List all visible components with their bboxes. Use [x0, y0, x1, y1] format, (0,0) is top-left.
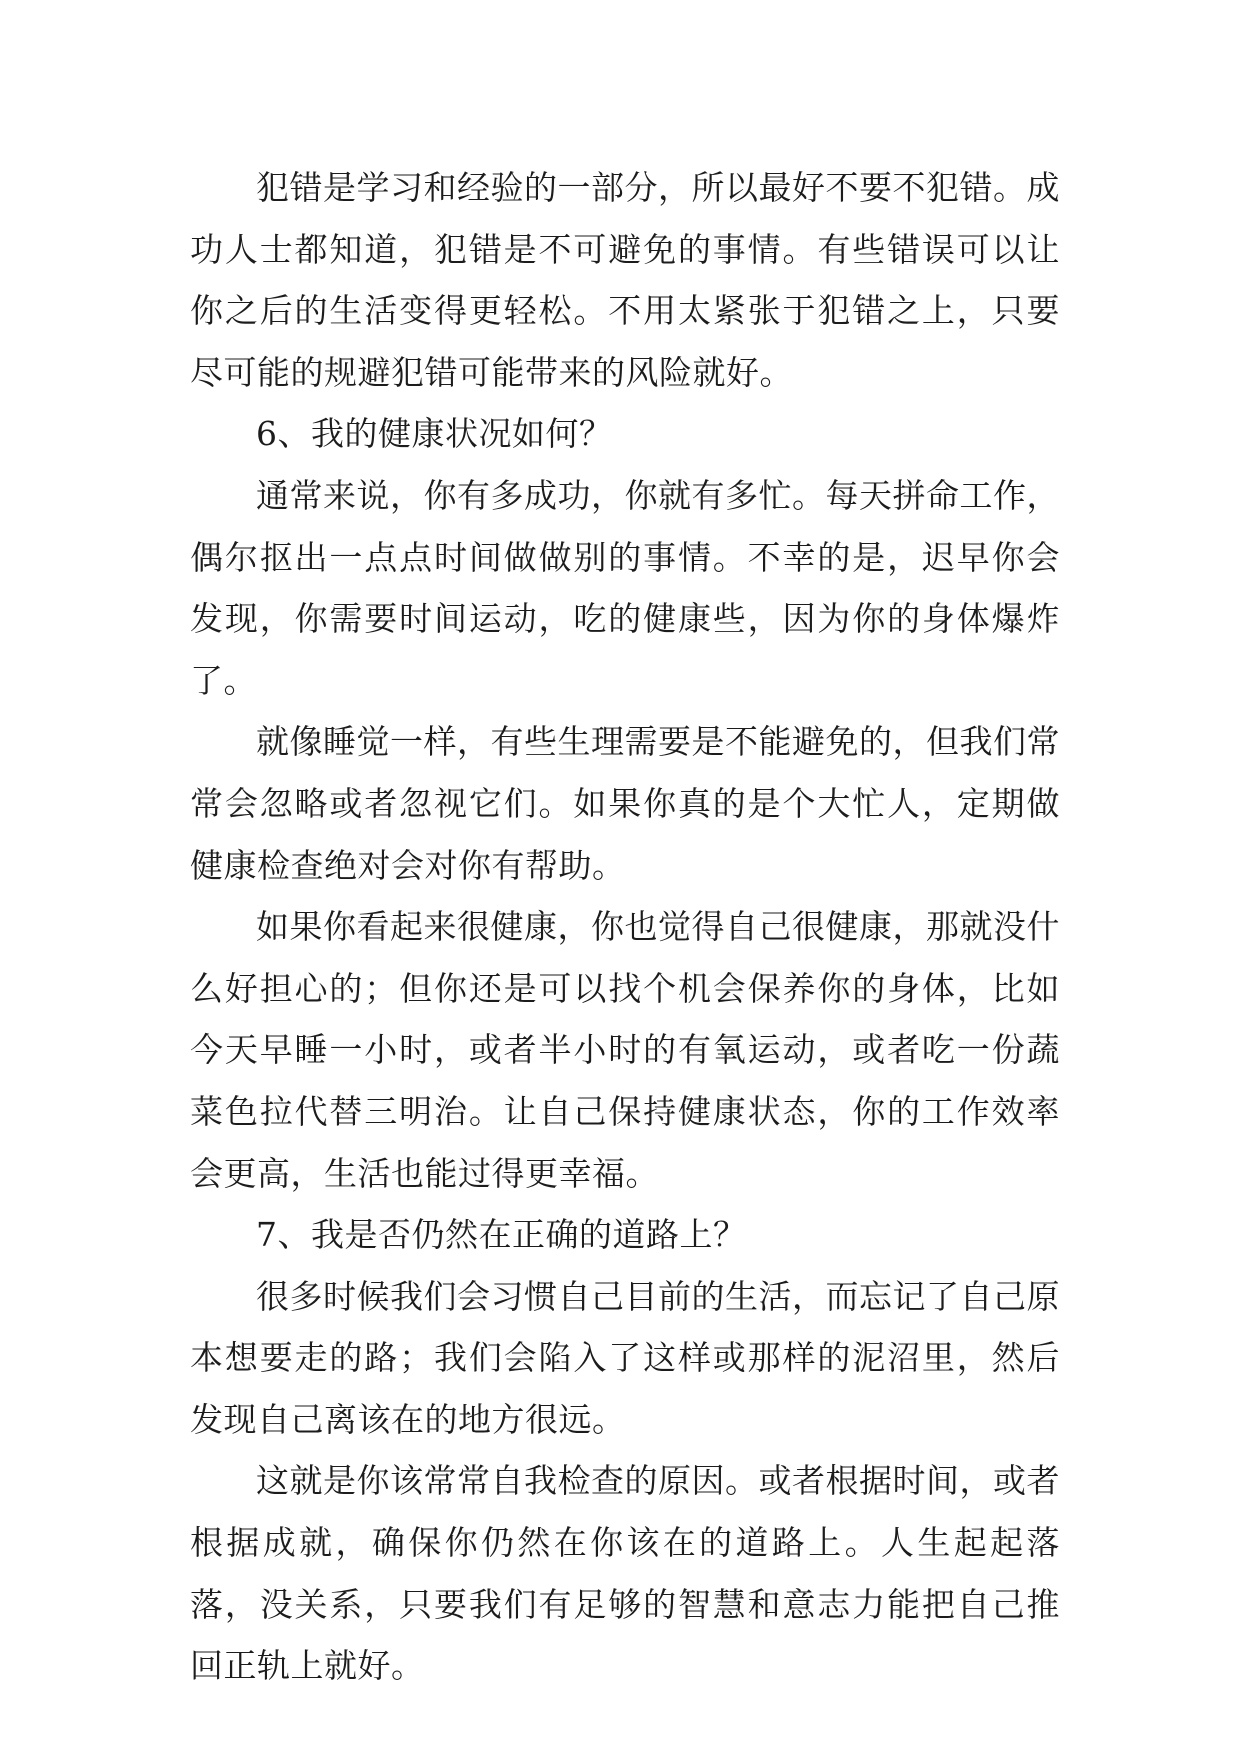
heading-health: 6、我的健康状况如何？: [256, 414, 613, 454]
paragraph-self-check: 这就是你该常常自我检查的原因。或者根据时间，或者根据成就，确保你仍然在你该在的道路上。人生起起落落，没关系，只要我们有足够的智慧和意志力能把自己推回正轨上就好。: [190, 1461, 1060, 1686]
paragraph-mistakes: 犯错是学习和经验的一部分，所以最好不要不犯错。成功人士都知道，犯错是不可避免的事情。有些错误可以让你之后的生活变得更轻松。不用太紧张于犯错之上，只要尽可能的规避犯错可能带来的风险就好。: [190, 168, 1060, 392]
paragraph-habits: 很多时候我们会习惯自己目前的生活，而忘记了自己原本想要走的路；我们会陷入了这样或那样的泥沼里，然后发现自己离该在的地方很远。: [190, 1276, 1060, 1439]
paragraph-healthy: 如果你看起来很健康，你也觉得自己很健康，那就没什么好担心的；但你还是可以找个机会保养你的身体，比如今天早睡一小时，或者半小时的有氧运动，或者吃一份蔬菜色拉代替三明治。让自己保持健康状态，你的工作效率会更高，生活也能过得更幸福。: [190, 907, 1060, 1193]
paragraph-busy: 通常来说，你有多成功，你就有多忙。每天拼命工作，偶尔抠出一点点时间做做别的事情。不幸的是，迟早你会发现，你需要时间运动，吃的健康些，因为你的身体爆炸了。: [190, 475, 1060, 700]
document-body: [190, 157, 1060, 1697]
heading-right-path: 7、我是否仍然在正确的道路上？: [256, 1215, 747, 1255]
paragraph-sleep: 就像睡觉一样，有些生理需要是不能避免的，但我们常常会忽略或者忽视它们。如果你真的是个大忙人，定期做健康检查绝对会对你有帮助。: [190, 722, 1060, 885]
